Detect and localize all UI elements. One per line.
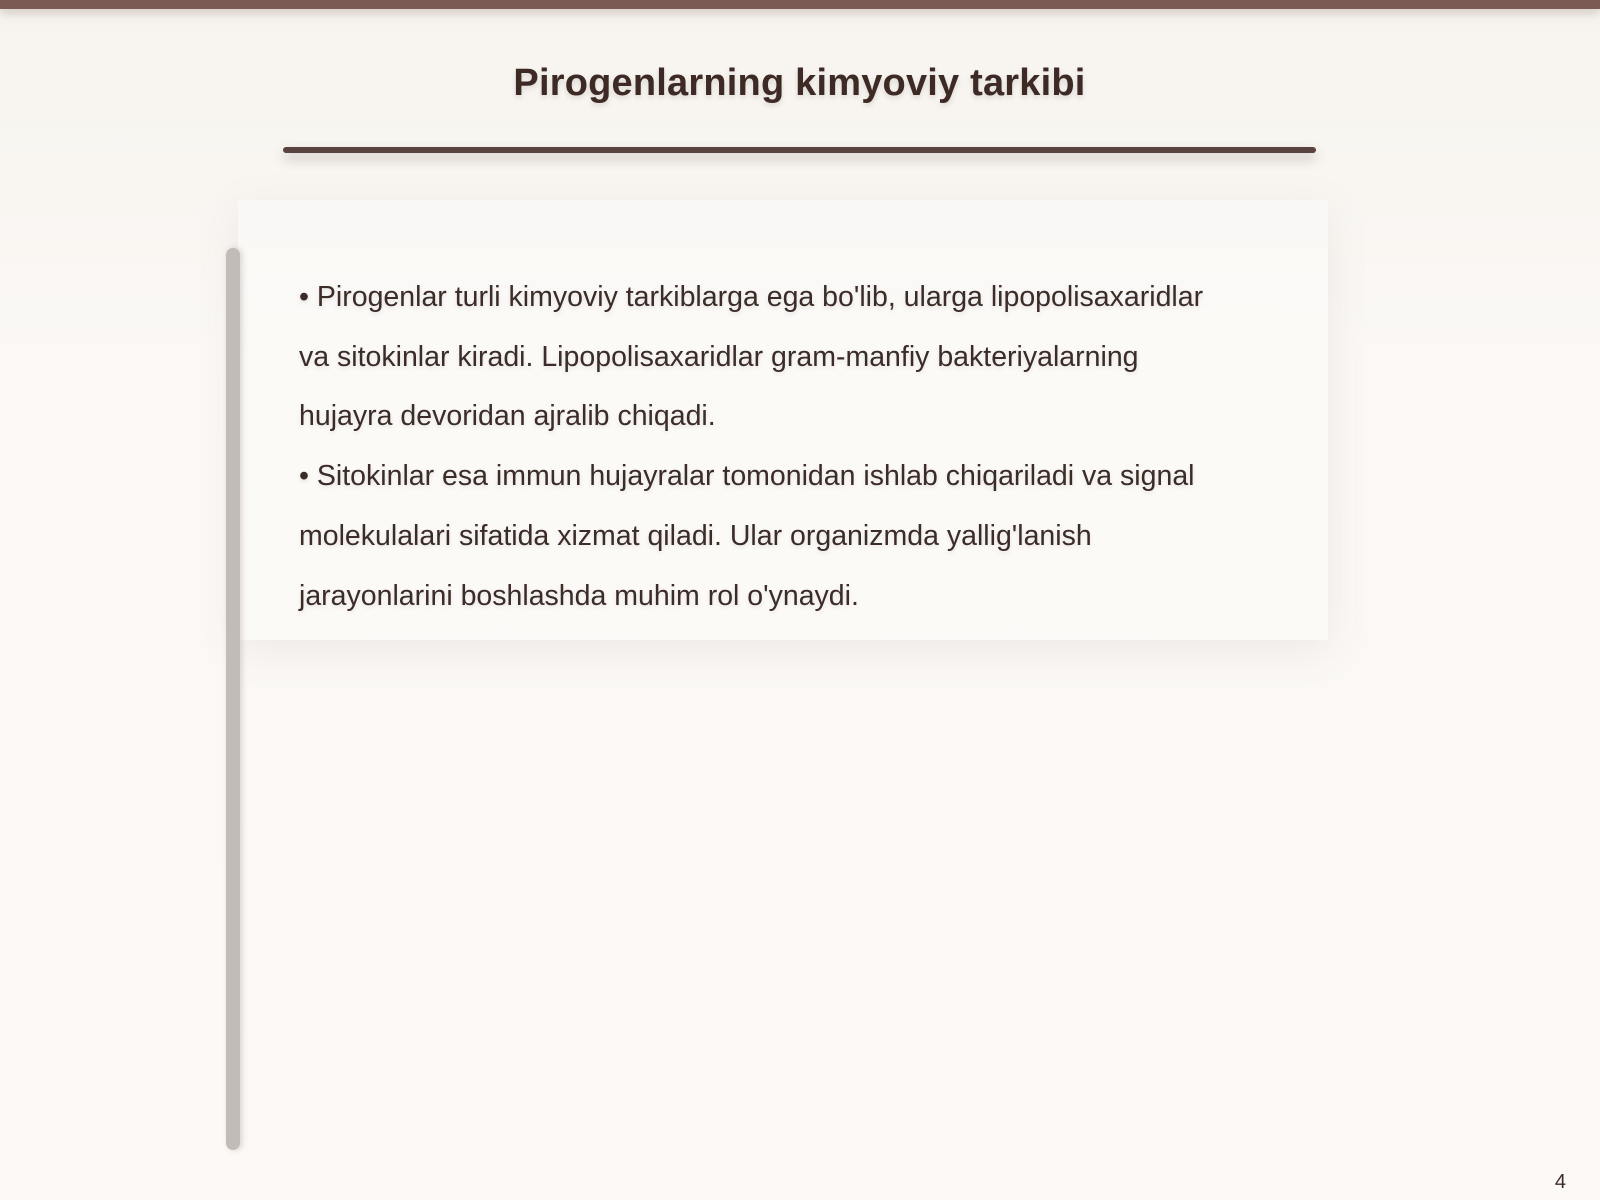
side-accent-bar <box>226 248 240 1150</box>
bullet-paragraph-1 <box>299 268 1309 447</box>
top-accent-band <box>0 0 1600 9</box>
text-line: • Sitokinlar esa immun hujayralar tomonidan ishlab chiqariladi va signal <box>299 460 1195 493</box>
text-line: molekulalari sifatida xizmat qiladi. Ular organizmda yallig'lanish <box>299 519 1092 552</box>
page-number: 4 <box>1554 1171 1566 1193</box>
body-text <box>299 268 1309 626</box>
bullet-paragraph-2 <box>299 447 1309 626</box>
text-line: • Pirogenlar turli kimyoviy tarkiblarga ega bo'lib, ularga lipopolisaxaridlar <box>299 281 1204 313</box>
text-line: hujayra devoridan ajralib chiqadi. <box>299 400 716 433</box>
title-underline <box>283 147 1316 153</box>
text-line: jarayonlarini boshlashda muhim rol o'ynaydi. <box>299 579 859 612</box>
text-line: va sitokinlar kiradi. Lipopolisaxaridlar gram-manfiy bakteriyalarning <box>299 340 1139 373</box>
slide-title: Pirogenlarning kimyoviy tarkibi <box>513 62 1086 104</box>
